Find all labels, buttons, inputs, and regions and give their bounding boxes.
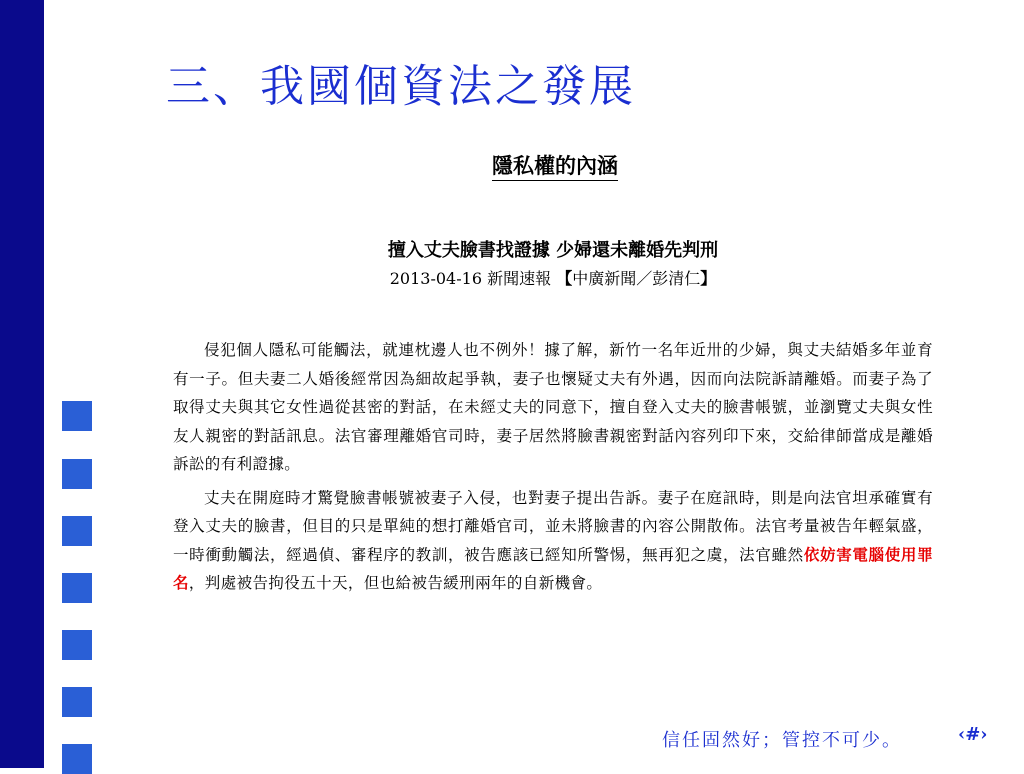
article-headline: 擅入丈夫臉書找證據 少婦還未離婚先判刑 bbox=[387, 240, 719, 261]
side-square bbox=[62, 687, 92, 717]
article-source: 新聞速報 bbox=[487, 269, 552, 288]
side-square bbox=[62, 630, 92, 660]
side-square bbox=[62, 573, 92, 603]
section-heading-text: 隱私權的內涵 bbox=[492, 153, 618, 181]
slide-title: 三、我國個資法之發展 bbox=[166, 61, 636, 112]
article-paragraph-1: 侵犯個人隱私可能觸法，就連枕邊人也不例外！據了解，新竹一名年近卅的少婦，與丈夫結婚多年並育有一子。但夫妻二人婚後經常因為細故起爭執，妻子也懷疑丈夫有外遇，因而向法院訴請離婚。而妻子為了取得丈夫與其它女性過從甚密的對話，在未經丈夫的同意下，擅自登入丈夫的臉書帳號，並瀏覽丈夫與女性友人親密的對話訊息。法官審理離婚官司時，妻子居然將臉書親密對話內容列印下來，交給律師當成是離婚訴訟的有利證據。 bbox=[173, 341, 933, 473]
side-square bbox=[62, 459, 92, 489]
bracket-close: 】 bbox=[700, 269, 717, 288]
article-body bbox=[173, 336, 933, 603]
paragraph-2-text-before: 丈夫在開庭時才驚覺臉書帳號被妻子入侵，也對妻子提出告訴。妻子在庭訊時，則是向法官坦承確實有登入丈夫的臉書，但目的只是單純的想打離婚官司，並未將臉書的內容公開散佈。法官考量被告年輕氣盛，一時衝動觸法，經過偵、審程序的教訓，被告應該已經知所警惕，無再犯之虞，法官雖然 bbox=[173, 488, 933, 564]
article-byline: 中廣新聞／彭清仁 bbox=[572, 269, 701, 288]
side-square bbox=[62, 744, 92, 774]
side-bar bbox=[0, 0, 44, 768]
bracket-open: 【 bbox=[556, 269, 573, 288]
side-square bbox=[62, 516, 92, 546]
article-date: 2013-04-16 bbox=[389, 269, 482, 288]
side-square bbox=[62, 401, 92, 431]
article-paragraph-2 bbox=[173, 484, 933, 598]
article-dateline bbox=[173, 266, 933, 289]
footer-slogan: 信任固然好；管控不可少。 bbox=[662, 730, 902, 751]
page-number: ‹#› bbox=[958, 724, 988, 745]
paragraph-2-text-after: ，判處被告拘役五十天，但也給被告緩刑兩年的自新機會。 bbox=[188, 574, 603, 592]
section-heading bbox=[0, 150, 1024, 180]
highlighted-charge: 依妨害電腦使用罪名 bbox=[173, 544, 933, 592]
